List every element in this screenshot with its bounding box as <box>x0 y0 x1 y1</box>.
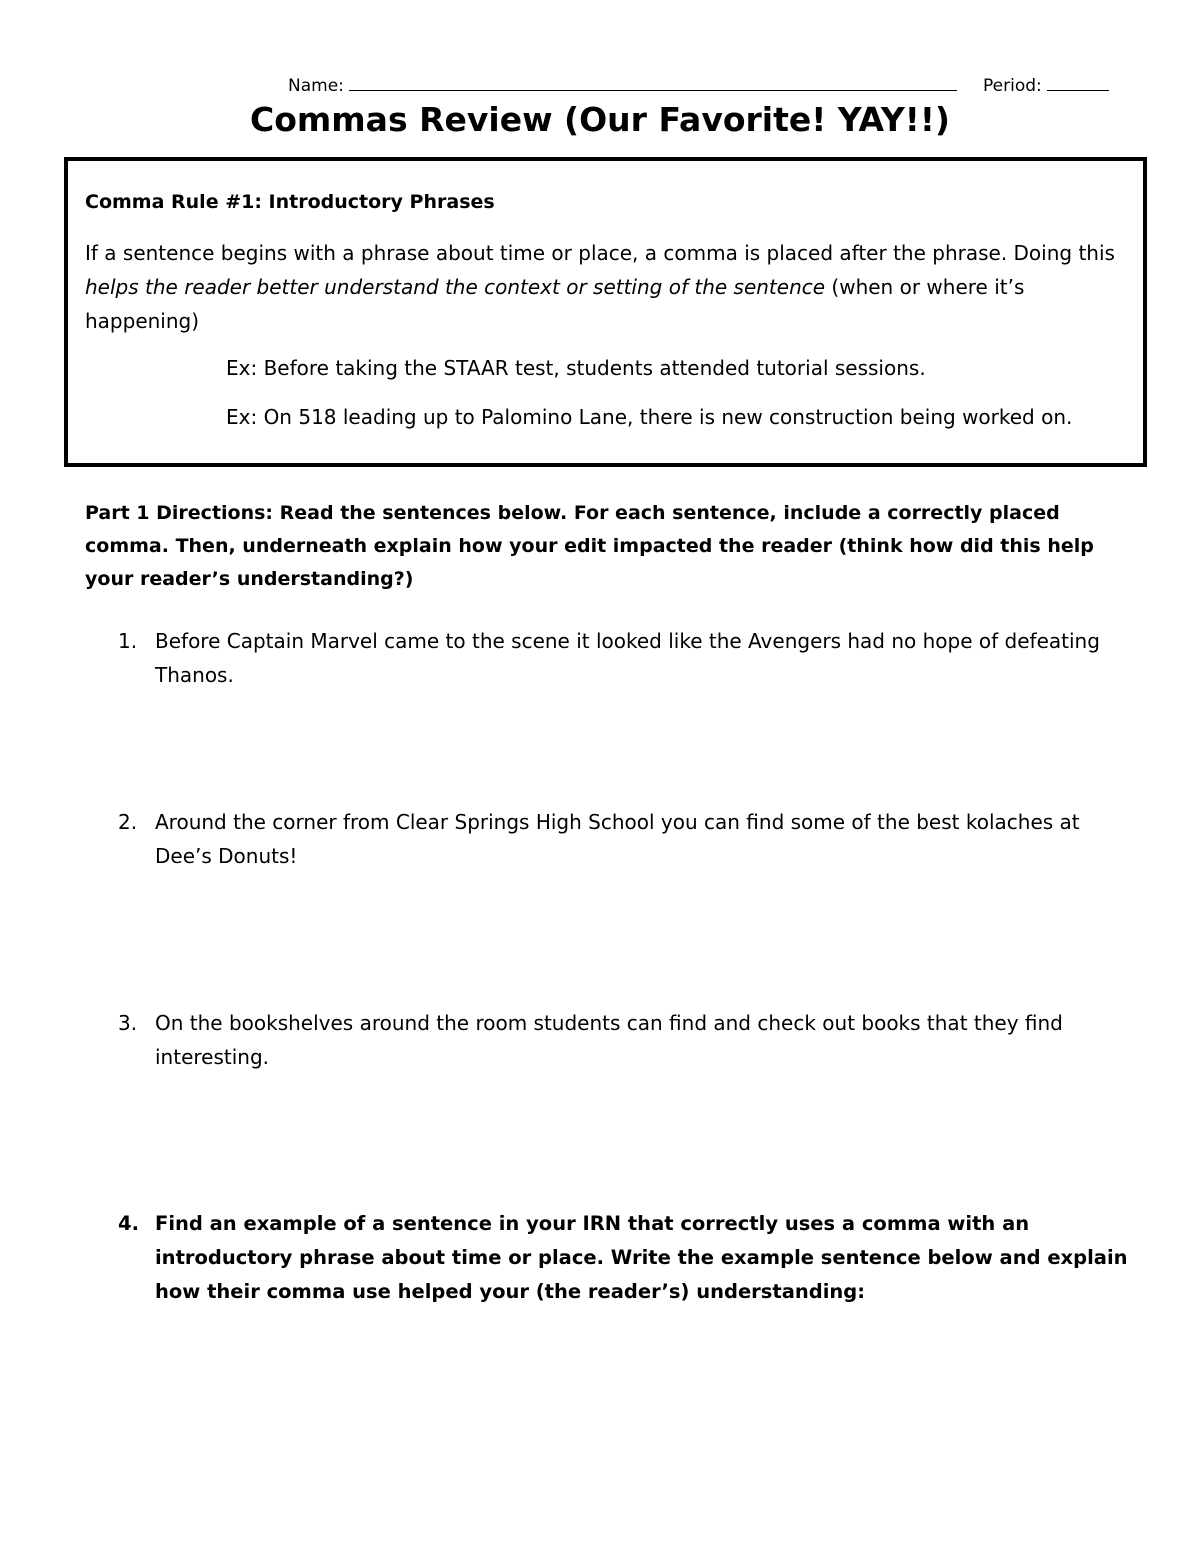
rule-example-2: Ex: On 518 leading up to Palomino Lane, there is new construction being worked on. <box>226 405 1073 429</box>
rule-text-after: (when or where it’s happening) <box>85 275 1025 333</box>
part1-directions: Part 1 Directions: Read the sentences below. For each sentence, include a correctly placed comma. Then, underneath explain how your edit impacted the reader (think how did this help your reader’s understanding?) <box>85 502 1094 590</box>
question-number: 3. <box>118 1011 138 1035</box>
name-label: Name: <box>288 76 344 96</box>
question-text: On the bookshelves around the room students can find and check out books that they find interesting. <box>155 1011 1063 1069</box>
question-text: Around the corner from Clear Springs High School you can find some of the best kolaches at Dee’s Donuts! <box>155 810 1080 868</box>
rule-explanation <box>85 236 1135 338</box>
question-4 <box>118 1207 1128 1309</box>
name-field-group <box>288 74 957 96</box>
period-label: Period: <box>983 76 1042 96</box>
name-blank[interactable] <box>349 74 957 91</box>
question-3 <box>118 1006 1128 1074</box>
rule-example-1: Ex: Before taking the STAAR test, students attended tutorial sessions. <box>226 356 926 380</box>
question-number: 4. <box>118 1212 139 1235</box>
header-line <box>0 74 1200 98</box>
question-1 <box>118 624 1128 692</box>
rule-heading: Comma Rule #1: Introductory Phrases <box>85 191 495 213</box>
page-title: Commas Review (Our Favorite! YAY!!) <box>250 100 950 139</box>
rule-text-italic: helps the reader better understand the context or setting of the sentence <box>85 275 826 299</box>
question-text: Find an example of a sentence in your IRN that correctly uses a comma with an introductory phrase about time or place. Write the example sentence below and explain how their comma use helped your (the reader’s) understanding: <box>155 1212 1128 1303</box>
question-number: 2. <box>118 810 138 834</box>
question-2 <box>118 805 1128 873</box>
question-text: Before Captain Marvel came to the scene it looked like the Avengers had no hope of defeating Thanos. <box>155 629 1100 687</box>
rule-text-before: If a sentence begins with a phrase about time or place, a comma is placed after the phrase. Doing this <box>85 241 1115 265</box>
question-number: 1. <box>118 629 138 653</box>
period-field-group <box>983 74 1109 96</box>
period-blank[interactable] <box>1047 74 1109 91</box>
